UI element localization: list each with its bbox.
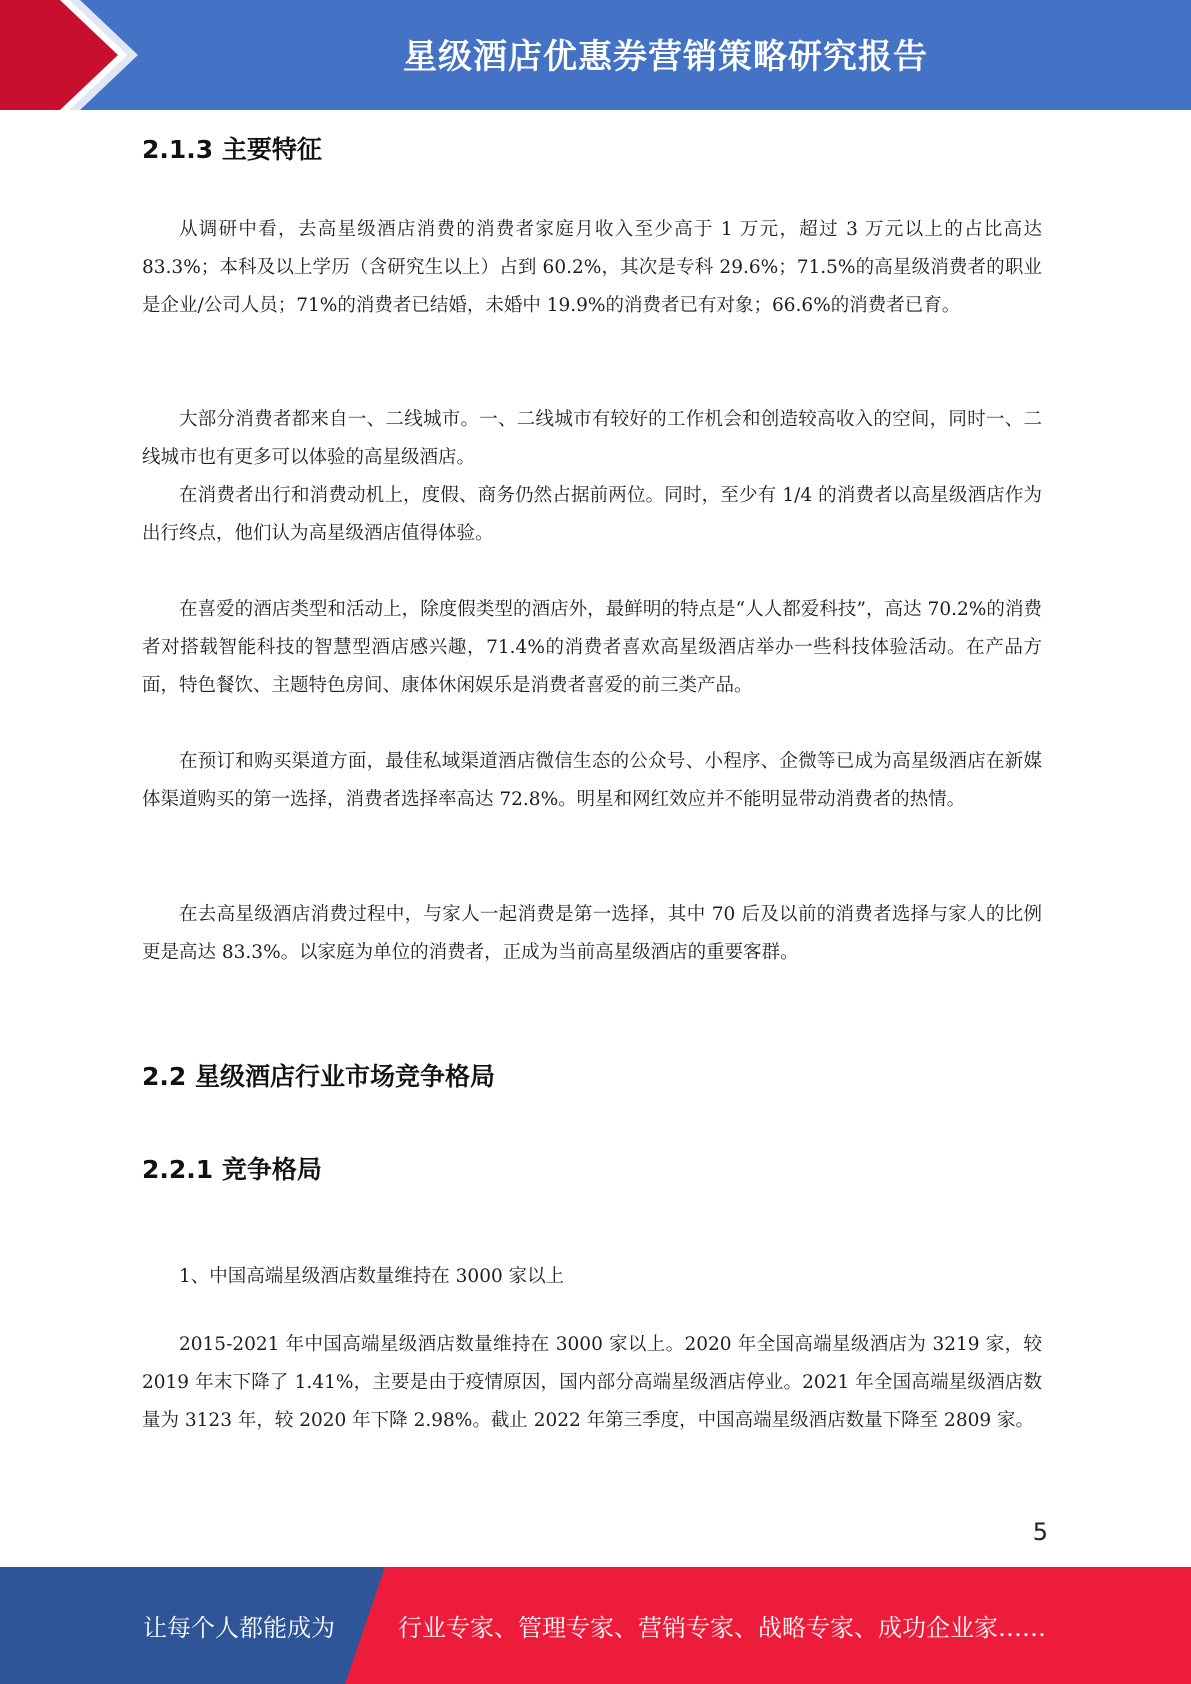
footer-slogan-left: 让每个人都能成为 — [143, 1614, 335, 1642]
paragraph-travel-motive: 在消费者出行和消费动机上，度假、商务仍然占据前两位。同时，至少有 1/4 的消费者以高星级酒店作为出行终点，他们认为高星级酒店值得体验。 — [142, 485, 1042, 544]
paragraph-hotel-count: 2015-2021 年中国高端星级酒店数量维持在 3000 家以上。2020 年全国高端星级酒店为 3219 家，较 2019 年末下降了 1.41%，主要是由于疫情原因，国内部分高端星级酒店停业。2021 年全国高端星级酒店数量为 3123 年，较 2020 年下降 2.98%。截止 2022 年第三季度，中国高端星级酒店数量下降至 2809 家。 — [142, 1334, 1042, 1431]
paragraph-family-consumption: 在去高星级酒店消费过程中，与家人一起消费是第一选择，其中 70 后及以前的消费者选择与家人的比例更是高达 83.3%。以家庭为单位的消费者，正成为当前高星级酒店的重要客群。 — [142, 904, 1042, 963]
header-chevron-graphic — [0, 0, 160, 110]
footer-slogan-right: 行业专家、管理专家、营销专家、战略专家、成功企业家…… — [398, 1614, 1046, 1642]
paragraph-city-tier: 大部分消费者都来自一、二线城市。一、二线城市有较好的工作机会和创造较高收入的空间，同时一、二线城市也有更多可以体验的高星级酒店。 — [142, 409, 1042, 468]
paragraph-hotel-preference: 在喜爱的酒店类型和活动上，除度假类型的酒店外，最鲜明的特点是“人人都爱科技”，高达 70.2%的消费者对搭载智能科技的智慧型酒店感兴趣，71.4%的消费者喜欢高星级酒店举办一些科技体验活动。在产品方面，特色餐饮、主题特色房间、康体休闲娱乐是消费者喜爱的前三类产品。 — [142, 599, 1042, 696]
page-header — [0, 0, 1191, 110]
section-heading-2-2: 2.2 星级酒店行业市场竞争格局 — [142, 1062, 495, 1091]
section-heading-2-1-3: 2.1.3 主要特征 — [142, 135, 322, 164]
paragraph-booking-channel: 在预订和购买渠道方面，最佳私域渠道酒店微信生态的公众号、小程序、企微等已成为高星级酒店在新媒体渠道购买的第一选择，消费者选择率高达 72.8%。明星和网红效应并不能明显带动消费者的热情。 — [142, 751, 1042, 810]
header-title: 星级酒店优惠券营销策略研究报告 — [403, 36, 928, 77]
page-number: 5 — [1032, 1518, 1048, 1546]
paragraph-consumer-profile: 从调研中看，去高星级酒店消费的消费者家庭月收入至少高于 1 万元，超过 3 万元以上的占比高达 83.3%；本科及以上学历（含研究生以上）占到 60.2%，其次是专科 29.6%；71.5%的高星级消费者的职业是企业/公司人员；71%的消费者已结婚，未婚中 19.9%的消费者已有对象；66.6%的消费者已育。 — [142, 219, 1042, 316]
page-footer — [0, 1567, 1191, 1684]
paragraph-list-item-1: 1、中国高端星级酒店数量维持在 3000 家以上 — [179, 1266, 565, 1287]
section-heading-2-2-1: 2.2.1 竞争格局 — [142, 1155, 322, 1184]
